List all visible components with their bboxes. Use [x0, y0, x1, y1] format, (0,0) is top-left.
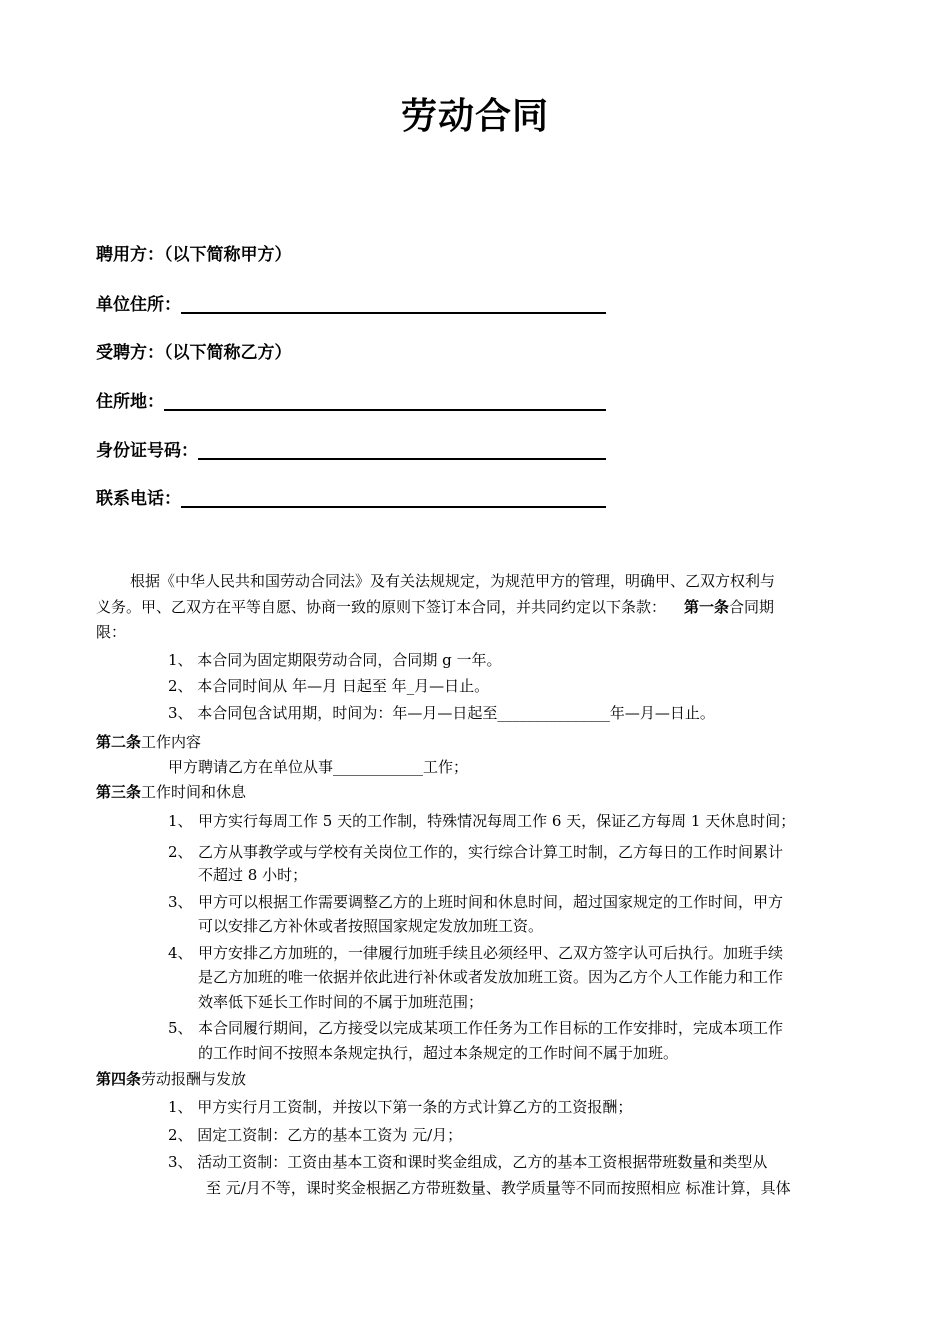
- employer-address-field: [96, 290, 606, 315]
- article-3-label: 第三条: [96, 783, 142, 801]
- article-2-heading: [96, 731, 201, 752]
- article-3-item-1-num: 1、: [168, 812, 193, 830]
- employee-address-field: [96, 387, 606, 412]
- article-4-continuation: 至 元/月不等，课时奖金根据乙方带班数量、教学质量等不同而按照相应 标准计算，具体: [206, 1179, 791, 1197]
- employer-text: 聘用方：（以下简称甲方）: [96, 245, 292, 265]
- article-3-item-3-line-1: 甲方可以根据工作需要调整乙方的上班时间和休息时间，超过国家规定的工作时间，甲方: [198, 893, 784, 911]
- employee-text: 受聘方：（以下简称乙方）: [96, 343, 292, 363]
- phone-field: [96, 484, 606, 509]
- id-number-label: 身份证号码：: [96, 441, 198, 461]
- id-number-blank: [198, 440, 606, 460]
- intro-line-2: [96, 596, 774, 617]
- employee-address-blank: [164, 391, 606, 411]
- article-3-title: 工作时间和休息: [141, 783, 247, 801]
- article-3-item-2-line-2: 不超过 8 小时；: [198, 866, 308, 884]
- article-1-item-3: 3、 本合同包含试用期，时间为：年—月—日起至_______________年—月—日止。: [168, 704, 715, 722]
- article-3-item-2-num: 2、: [168, 843, 193, 861]
- article-3-item-5-line-2: 的工作时间不按照本条规定执行，超过本条规定的工作时间不属于加班。: [198, 1044, 679, 1062]
- article-1-item-2: 2、 本合同时间从 年—月 日起至 年_月—日止。: [168, 677, 490, 695]
- article-4-item-3: 3、 活动工资制：工资由基本工资和课时奖金组成，乙方的基本工资根据带班数量和类型从: [168, 1153, 768, 1171]
- article-3-heading: [96, 781, 246, 802]
- article-2-label: 第二条: [96, 733, 142, 751]
- article-4-label: 第四条: [96, 1070, 142, 1088]
- article-4-item-2: 2、 固定工资制：乙方的基本工资为 元/月；: [168, 1126, 463, 1144]
- article-2-text: 甲方聘请乙方在单位从事____________工作；: [168, 758, 469, 776]
- article-3-item-2-line-1: 乙方从事教学或与学校有关岗位工作的，实行综合计算工时制，乙方每日的工作时间累计: [198, 843, 784, 861]
- article-3-item-4-line-1: 甲方安排乙方加班的，一律履行加班手续且必须经甲、乙双方签字认可后执行。加班手续: [198, 944, 784, 962]
- employer-label: [96, 240, 292, 265]
- intro-line-2-text: 义务。甲、乙双方在平等自愿、协商一致的原则下签订本合同，并共同约定以下条款：: [96, 598, 667, 616]
- document-title: 劳动合同: [400, 96, 549, 137]
- article-1-title-b: 限：: [96, 623, 127, 641]
- article-4-heading: [96, 1068, 246, 1089]
- article-4-item-1: 1、 甲方实行月工资制，并按以下第一条的方式计算乙方的工资报酬；: [168, 1098, 633, 1116]
- article-3-item-3-num: 3、: [168, 893, 193, 911]
- article-1-title-a: 合同期: [729, 598, 775, 616]
- employee-label: [96, 338, 292, 363]
- employee-address-label: 住所地：: [96, 392, 164, 412]
- intro-line-1: 根据《中华人民共和国劳动合同法》及有关法规规定，为规范甲方的管理，明确甲、乙双方权利与: [130, 572, 776, 590]
- article-3-item-1-line-1: 甲方实行每周工作 5 天的工作制，特殊情况每周工作 6 天，保证乙方每周 1 天休息时间；: [198, 812, 796, 830]
- employer-address-blank: [181, 294, 606, 314]
- article-3-item-4-line-2: 是乙方加班的唯一依据并依此进行补休或者发放加班工资。因为乙方个人工作能力和工作: [198, 968, 784, 986]
- employer-address-label: 单位住所：: [96, 295, 181, 315]
- article-3-item-4-num: 4、: [168, 944, 193, 962]
- article-3-item-3-line-2: 可以安排乙方补休或者按照国家规定发放加班工资。: [198, 917, 544, 935]
- id-number-field: [96, 436, 606, 461]
- phone-label: 联系电话：: [96, 489, 181, 509]
- article-4-title: 劳动报酬与发放: [141, 1070, 247, 1088]
- article-1-label: 第一条: [684, 598, 730, 616]
- article-2-title: 工作内容: [141, 733, 202, 751]
- phone-blank: [181, 488, 606, 508]
- article-3-item-4-line-3: 效率低下延长工作时间的不属于加班范围；: [198, 993, 484, 1011]
- article-3-item-5-num: 5、: [168, 1019, 193, 1037]
- article-1-item-1: 1、 本合同为固定期限劳动合同，合同期 g 一年。: [168, 651, 502, 669]
- article-3-item-5-line-1: 本合同履行期间，乙方接受以完成某项工作任务为工作目标的工作安排时，完成本项工作: [198, 1019, 784, 1037]
